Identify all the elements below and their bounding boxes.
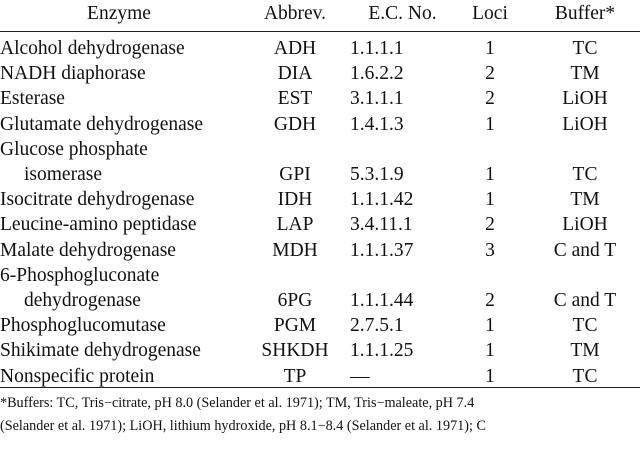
cell-ec-no: 1.1.1.42 (350, 189, 414, 211)
cell-loci: 1 (485, 113, 495, 135)
cell-abbrev: EST (277, 88, 313, 110)
header-buffer: Buffer* (554, 3, 616, 24)
cell-ec-no: 1.4.1.3 (350, 113, 404, 135)
cell-abbrev: TP (283, 365, 307, 387)
cell-enzyme: isomerase (24, 164, 102, 185)
cell-ec-no: 3.1.1.1 (350, 88, 404, 110)
cell-ec-no: 1.1.1.1 (350, 38, 404, 59)
cell-abbrev: 6PG (277, 290, 313, 311)
footer-rule (0, 387, 640, 388)
cell-abbrev: GDH (273, 113, 317, 135)
cell-loci: 1 (485, 164, 495, 185)
cell-abbrev: DIA (277, 63, 313, 85)
header-loci: Loci (472, 3, 508, 24)
cell-abbrev: SHKDH (261, 340, 329, 362)
cell-abbrev: MDH (272, 239, 318, 261)
cell-buffer: TC (572, 164, 598, 185)
cell-ec-no: 1.1.1.37 (350, 239, 414, 261)
cell-loci: 1 (485, 340, 495, 362)
header-enzyme: Enzyme (87, 3, 151, 24)
header-abbrev: Abbrev. (263, 3, 327, 24)
cell-loci: 1 (485, 315, 495, 337)
cell-abbrev: PGM (273, 315, 317, 337)
cell-buffer: LiOH (562, 88, 608, 110)
cell-loci: 2 (485, 63, 495, 85)
cell-buffer: C and T (553, 290, 617, 311)
cell-abbrev: GPI (279, 164, 311, 185)
cell-buffer: TM (570, 340, 600, 362)
cell-loci: 3 (485, 239, 495, 261)
cell-enzyme: Phosphoglucomutase (0, 315, 166, 337)
cell-ec-no: 5.3.1.9 (350, 164, 404, 185)
cell-enzyme: Shikimate dehydrogenase (0, 340, 201, 362)
cell-ec-no: 2.7.5.1 (350, 315, 404, 337)
cell-abbrev: IDH (277, 189, 313, 211)
cell-buffer: TC (572, 38, 598, 59)
cell-enzyme: Leucine-amino peptidase (0, 214, 197, 236)
cell-ec-no: 3.4.11.1 (350, 214, 413, 236)
cell-enzyme: NADH diaphorase (0, 63, 146, 85)
cell-loci: 1 (485, 189, 495, 211)
cell-enzyme: dehydrogenase (24, 290, 141, 311)
cell-enzyme: Nonspecific protein (0, 365, 155, 387)
cell-loci: 1 (485, 38, 495, 59)
cell-ec-no: 1.1.1.44 (350, 290, 414, 311)
cell-enzyme: Alcohol dehydrogenase (0, 38, 185, 59)
cell-buffer: LiOH (562, 113, 608, 135)
cell-enzyme: Glucose phosphate (0, 138, 148, 160)
cell-enzyme: Isocitrate dehydrogenase (0, 189, 195, 211)
cell-buffer: C and T (553, 239, 617, 261)
cell-buffer: TM (570, 63, 600, 85)
cell-loci: 2 (485, 290, 495, 311)
header-rule (0, 31, 640, 32)
cell-abbrev: LAP (276, 214, 314, 236)
cell-buffer: TC (572, 365, 598, 387)
footnote-line-2: (Selander et al. 1971); LiOH, lithium hydroxide, pH 8.1−8.4 (Selander et al. 1971); C (0, 418, 486, 434)
cell-ec-no: 1.6.2.2 (350, 63, 404, 85)
cell-enzyme: Esterase (0, 88, 65, 110)
cell-enzyme: Malate dehydrogenase (0, 239, 176, 261)
cell-buffer: TC (572, 315, 598, 337)
footnote-line-1: *Buffers: TC, Tris−citrate, pH 8.0 (Selander et al. 1971); TM, Tris−maleate, pH 7.4 (0, 395, 475, 411)
header-ec-no: E.C. No. (368, 3, 437, 24)
cell-buffer: LiOH (562, 214, 608, 236)
cell-enzyme: 6-Phosphogluconate (0, 264, 160, 286)
cell-ec-no: 1.1.1.25 (350, 340, 414, 362)
cell-loci: 2 (485, 88, 495, 110)
cell-ec-no: — (350, 365, 370, 387)
cell-enzyme: Glutamate dehydrogenase (0, 113, 204, 135)
cell-buffer: TM (570, 189, 600, 211)
cell-loci: 2 (485, 214, 495, 236)
cell-loci: 1 (485, 365, 495, 387)
cell-abbrev: ADH (273, 38, 317, 59)
